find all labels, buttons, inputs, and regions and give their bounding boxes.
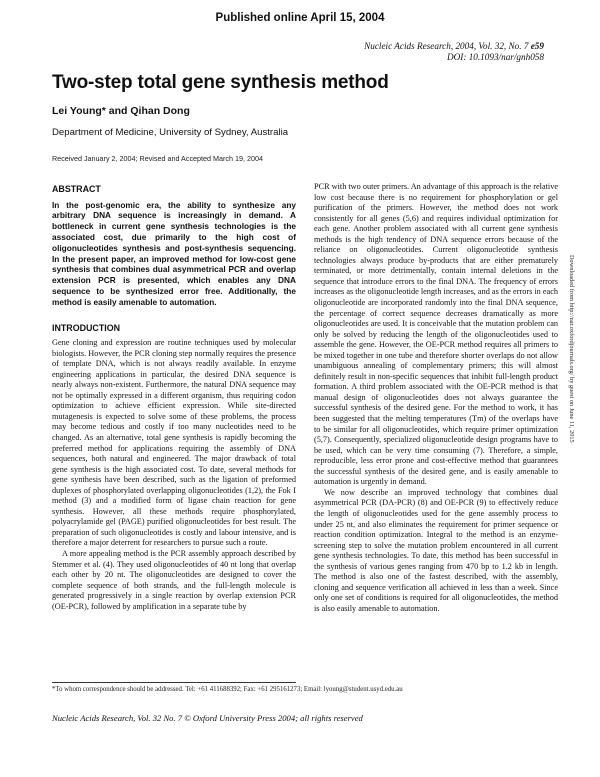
authors: Lei Young* and Qihan Dong xyxy=(52,105,190,117)
received-dates: Received January 2, 2004; Revised and Accepted March 19, 2004 xyxy=(52,154,263,163)
article-id: e59 xyxy=(530,41,544,51)
published-online-date: Published online April 15, 2004 xyxy=(215,12,385,24)
journal-line: Nucleic Acids Research, 2004, Vol. 32, No. 7 xyxy=(364,41,529,51)
left-column xyxy=(52,184,296,612)
download-watermark xyxy=(568,255,583,615)
correspondence-footnote: *To whom correspondence should be addressed. Tel: +61 411688392; Fax: +61 295161273; Email: lyoung@student.usyd.edu.au xyxy=(52,686,403,693)
paper-title: Two-step total gene synthesis method xyxy=(52,72,389,93)
doi: DOI: 10.1093/nar/gnh058 xyxy=(447,52,544,62)
introduction-heading: INTRODUCTION xyxy=(52,322,121,333)
abstract-heading: ABSTRACT xyxy=(52,184,101,194)
abstract-text: In the post-genomic era, the ability to synthesize any arbitrary DNA sequence is increasingly in demand. A bottleneck in current gene synthesis technologies is the associated cost, due primarily to the high cost of oligonucleotides synthesis and post-synthesis sequencing. In the present paper, an improved method for low-cost gene synthesis that combines dual asymmetrical PCR and overlap extension PCR is presented, which enables any DNA sequence to be synthesized error free. Additionally, the method is easily amenable to automation. xyxy=(52,199,296,307)
right-column xyxy=(314,182,558,614)
intro-paragraph-1: Gene cloning and expression are routine techniques used by molecular biologists. However, the PCR cloning step normally requires the presence of template DNA, which is not always readily available. In enzyme engineering applications in particular, the desired DNA sequence is nearly always non-existent. Furthermore, the natural DNA sequence may not be optimally expressed in a different organism, thus requiring codon optimization to achieve efficient expression. While site-directed mutagenesis is expected to solve some of these problems, the process may become tedious and costly if too many nucleotides need to be changed. As an alternative, total gene synthesis is rapidly becoming the preferred method for applications requiring the assembly of DNA sequences, both natural and engineered. The major drawback of total gene synthesis is the high associated cost. To date, several methods for gene synthesis have been described, such as the ligation of preformed duplexes of phosphorylated overlapping oligonucleotides (1,2), the Fok I method (3) and a modified form of ligase chain reaction for gene synthesis. However, all these methods require phosphorylated, polyacrylamide gel (PAGE) purified oligonucleotides for best result. The preparation of such oligonucleotides is costly and labour intensive, and is therefore a major deterrent for researchers to pursue such a route. xyxy=(52,338,296,548)
footer-citation: Nucleic Acids Research, Vol. 32 No. 7 © Oxford University Press 2004; all rights reserved xyxy=(52,713,363,723)
intro-paragraph-4: We now describe an improved technology that combines dual asymmetrical PCR (DA-PCR) (8) and OE-PCR (9) to effectively reduce the length of oligonucleotides used for the gene assembly process to under 25 nt, and also eliminates the requirement for primer sequence or reaction condition optimization. Integral to the method is an enzyme-screening step to solve the mutation problem encountered in all current gene synthesis technologies. To date, this method has been successful in the synthesis of various genes ranging from 470 bp to 1.2 kb in length. The method is also one of the fastest described, with the assembly, cloning and sequence verification all achieved in less than a week. Since only one set of conditions is required for all oligonucleotides, the method is also easily amenable to automation. xyxy=(314,487,558,613)
download-note: Downloaded from http://nar.oxfordjournals.org/ by guest on June 11, 2015 xyxy=(568,255,575,443)
affiliation: Department of Medicine, University of Sydney, Australia xyxy=(52,127,289,138)
footnote-divider xyxy=(52,682,296,683)
journal-citation xyxy=(364,41,544,63)
intro-paragraph-2: A more appealing method is the PCR assembly approach described by Stemmer et al. (4). They used oligonucleotides of 40 nt long that overlap each other by 20 nt. The oligonucleotides are designed to cover the complete sequence of both strands, and the full-length molecule is generated progressively in a single reaction by overlap extension PCR (OE-PCR), followed by amplification in a separate tube by xyxy=(52,549,296,611)
intro-paragraph-3: PCR with two outer primers. An advantage of this approach is the relative low cost because there is no requirement for phosphorylation or gel purification of the primers. However, the method does not work consistently for all genes (5,6) and requires individual optimization for each gene. Another problem associated with all current gene synthesis methods is the high tendency of DNA sequence errors because of the reliance on oligonucleotides. Current oligonucleotide synthesis technologies always produce by-products that are either prematurely terminated, or more detrimentally, contain internal deletions in the sequence that introduce errors to the final DNA. The frequency of errors increases as the oligonucleotide length increases, and as the errors in each oligonucleotide are incorporated randomly into the final DNA sequence, the percentage of correct sequence decreases dramatically as more oligonucleotides are used. It is conceivable that the mutation problem can only be solved by reducing the length of the oligonucleotides used to assemble the gene. However, the OE-PCR method requires all primers to be mixed together in one tube and therefore shorter overlaps do not allow unambiguous annealing of complementary primers; this will almost definitely result in non-specific sequences that inhibit full-length product formation. A third problem associated with the OE-PCR method is that manual design of oligonucleotides does not always guarantee the successful synthesis of the desired gene. For the method to work, it has been suggested that the melting temperatures (Tm) of the overlaps have to be similar for all oligonucleotides, which require primer optimization (5,7). Consequently, specialized oligonucleotide design programs have to be used, which can be very time consuming (7). Therefore, a simple, reproducible, less error prone and cost-effective method that guarantees the successful synthesis of the desired gene, and is easily amenable to automation is urgently in demand. xyxy=(314,182,559,487)
